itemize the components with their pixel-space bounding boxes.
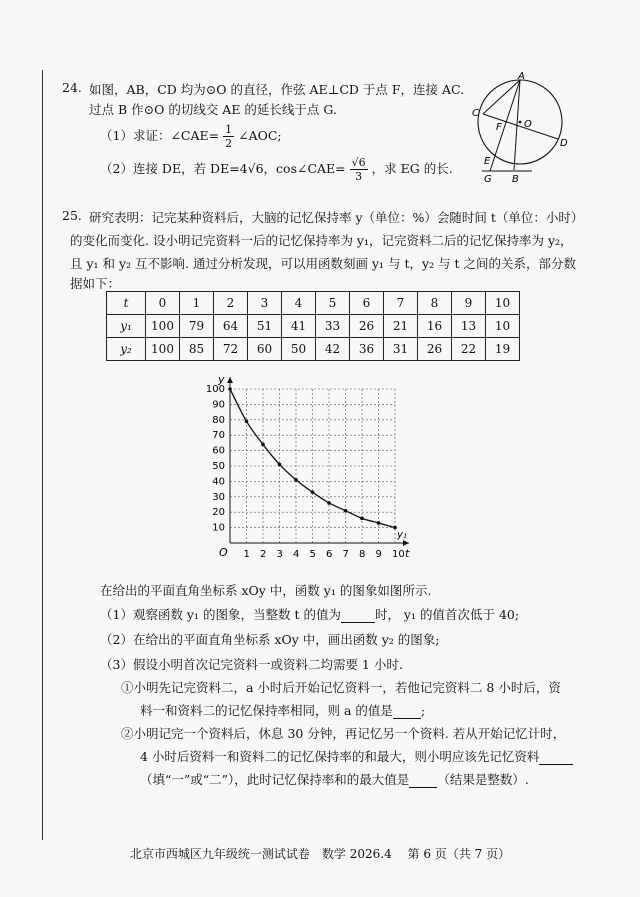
q24-part2-mid: ，cos∠CAE= — [263, 161, 346, 176]
data-point-y1 — [294, 478, 298, 482]
axes — [227, 377, 409, 546]
table-cell: 72 — [214, 338, 248, 361]
q24-part2-suffix: ，求 EG 的长. — [371, 161, 453, 176]
q25-number: 25. — [62, 208, 82, 223]
q25-part3-1a: ①小明先记完资料二，a 小时后开始记忆资料一，若他记完资料二 8 小时后，资 — [121, 680, 561, 695]
x-tick-label: 4 — [293, 549, 300, 560]
diameter-cd — [483, 114, 558, 139]
after-graph-text: 在给出的平面直角坐标系 xOy 中，函数 y₁ 的图象如图所示. — [100, 583, 432, 598]
table-cell: 100 — [146, 315, 180, 338]
data-table — [106, 291, 520, 361]
table-cell: 21 — [384, 315, 418, 338]
data-point-y1 — [278, 463, 282, 467]
y-tick-label: 70 — [212, 430, 225, 442]
table-cell: 42 — [316, 338, 350, 361]
q25-intro-3: 且 y₁ 和 y₂ 互不影响. 通过分析发现，可以用函数刻画 y₁ 与 t，y₂ 与 t 之间的关系，部分数 — [70, 256, 577, 271]
x-tick-label: 7 — [342, 549, 349, 560]
q24-number: 24. — [62, 80, 82, 95]
data-point-y1 — [228, 387, 232, 391]
page-footer: 北京市西城区九年级统一测试试卷 数学 2026.4 第 6 页（共 7 页） — [129, 847, 511, 861]
q25-part3-2d: （结果是整数）. — [437, 772, 529, 787]
y-tick-label: 60 — [212, 445, 225, 457]
q25-part1 — [100, 605, 519, 623]
q24-part2-frac-den: 3 — [355, 170, 363, 183]
x-tick-label: 9 — [375, 549, 382, 560]
table-row-t — [107, 292, 520, 315]
table-cell: 41 — [282, 315, 316, 338]
data-point-y1 — [261, 443, 265, 447]
answer-blank-3[interactable] — [539, 749, 573, 765]
q24-part2-sqrt: √6 — [247, 161, 264, 176]
q25-part3-1b-text: 料一和资料二的记忆保持率相同，则 a 的值是 — [140, 703, 393, 718]
x-axis-arrow — [403, 540, 409, 546]
table-cell: 79 — [180, 315, 214, 338]
table-cell: t — [107, 292, 146, 315]
table-cell: 1 — [180, 292, 214, 315]
label-f: F — [496, 122, 502, 133]
q25-part3-2b — [140, 747, 573, 765]
table-cell: 2 — [214, 292, 248, 315]
table-cell: 4 — [282, 292, 316, 315]
q24-part2-prefix: （2）连接 DE，若 DE=4 — [100, 161, 248, 176]
q24-part1-prefix: （1）求证：∠CAE= — [100, 128, 220, 143]
tick-labels — [206, 384, 405, 560]
data-point-y1 — [377, 521, 381, 525]
q24-part1-frac-num: 1 — [225, 123, 233, 136]
table-cell: 50 — [282, 338, 316, 361]
q24-circle-figure — [462, 72, 582, 184]
table-cell: 51 — [248, 315, 282, 338]
label-b: B — [512, 174, 519, 184]
q25-part2: （2）在给出的平面直角坐标系 xOy 中，画出函数 y₂ 的图象; — [100, 632, 440, 647]
x-tick-label: 1 — [243, 549, 250, 560]
q24-part1-frac-den: 2 — [225, 137, 233, 150]
q24-line2: 过点 B 作⊙O 的切线交 AE 的延长线于点 G. — [89, 102, 337, 117]
y-tick-label: 40 — [212, 476, 225, 488]
table-cell: 26 — [418, 338, 452, 361]
x-tick-label: 8 — [359, 549, 366, 560]
data-point-y1 — [344, 509, 348, 513]
y-tick-label: 90 — [212, 399, 225, 411]
q25-part3-2c-text: （填“一”或“二”），此时记忆保持率和的最大值是 — [140, 772, 410, 787]
data-point-y1 — [327, 501, 331, 505]
table-cell: 5 — [316, 292, 350, 315]
x-tick-label: 10 — [392, 549, 405, 560]
data-point-y1 — [245, 420, 249, 424]
q25-part3-2c — [140, 770, 529, 788]
table-row-y1 — [107, 315, 520, 338]
label-d: D — [560, 138, 568, 149]
q25-part3-1b — [140, 701, 425, 719]
table-cell: 60 — [248, 338, 282, 361]
q24-part1-suffix: ∠AOC; — [238, 128, 282, 143]
y-tick-label: 30 — [212, 491, 225, 503]
table-cell: 22 — [452, 338, 486, 361]
q24-part1 — [100, 123, 282, 150]
y-tick-label: 100 — [205, 384, 225, 395]
y-tick-label: 80 — [212, 414, 225, 426]
grid-lines — [230, 389, 395, 543]
table-cell: 3 — [248, 292, 282, 315]
q24-part2-fraction — [350, 156, 368, 183]
table-cell: y₁ — [107, 315, 146, 338]
data-point-y1 — [360, 517, 364, 521]
q25-part1-a: （1）观察函数 y₁ 的图象，当整数 t 的值为 — [100, 607, 341, 622]
label-c: C — [472, 108, 479, 119]
table-cell: 6 — [350, 292, 384, 315]
y-tick-label: 20 — [212, 507, 225, 519]
table-cell: 9 — [452, 292, 486, 315]
table-cell: 8 — [418, 292, 452, 315]
answer-blank-1[interactable] — [341, 607, 375, 623]
q24-line1: 如图，AB，CD 均为⊙O 的直径，作弦 AE⊥CD 于点 F，连接 AC. — [89, 82, 465, 97]
center-dot — [519, 121, 522, 124]
x-axis-label: t — [405, 547, 410, 560]
table-cell: 10 — [486, 315, 520, 338]
table-cell: 31 — [384, 338, 418, 361]
table-cell: 16 — [418, 315, 452, 338]
table-cell: 26 — [350, 315, 384, 338]
function-graph — [198, 375, 438, 575]
table-cell: 19 — [486, 338, 520, 361]
q25-part3-2b-text: 4 小时后资料一和资料二的记忆保持率的和最大，则小明应该先记忆资料 — [140, 749, 540, 764]
x-tick-label: 5 — [309, 549, 316, 560]
table-cell: 0 — [146, 292, 180, 315]
q25-intro-2: 的变化而变化. 设小明记完资料一后的记忆保持率为 y₁，记完资料二后的记忆保持率为 y₂， — [70, 233, 573, 248]
q25-part1-b: 时， y₁ 的值首次低于 40; — [374, 607, 520, 622]
table-cell: 10 — [486, 292, 520, 315]
q25-intro-1: 研究表明：记完某种资料后，大脑的记忆保持率 y（单位：%）会随时间 t（单位：小时） — [89, 210, 584, 225]
table-cell: 64 — [214, 315, 248, 338]
answer-blank-4[interactable] — [409, 772, 437, 788]
data-point-y1 — [311, 490, 315, 494]
q25-part3: （3）假设小明首次记完资料一或资料二均需要 1 小时. — [100, 657, 403, 672]
x-tick-label: 6 — [326, 549, 333, 560]
q24-part2-frac-num: √6 — [351, 156, 366, 169]
table-cell: 36 — [350, 338, 384, 361]
table-row-y2 — [107, 338, 520, 361]
series-label-y1: y₁ — [397, 529, 407, 541]
table-cell: y₂ — [107, 338, 146, 361]
label-a: A — [518, 72, 525, 82]
x-tick-label: 3 — [276, 549, 283, 560]
table-cell: 7 — [384, 292, 418, 315]
table-cell: 33 — [316, 315, 350, 338]
y-axis-arrow — [227, 377, 233, 383]
q24-part2 — [100, 156, 453, 183]
y-axis-label: y — [218, 375, 225, 386]
table-cell: 13 — [452, 315, 486, 338]
q25-intro-4: 据如下： — [70, 276, 121, 291]
origin-label: O — [219, 546, 228, 559]
y-tick-label: 50 — [212, 461, 225, 472]
margin-line — [42, 70, 43, 840]
q25-part3-1c: ; — [420, 703, 426, 718]
x-tick-label: 2 — [260, 549, 267, 560]
label-e: E — [484, 156, 491, 167]
q24-part1-fraction — [223, 123, 234, 150]
table-cell: 100 — [146, 338, 180, 361]
label-o: O — [524, 119, 532, 130]
answer-blank-2[interactable] — [393, 703, 421, 719]
label-g: G — [484, 174, 492, 184]
q25-part3-2a: ②小明记完一个资料后，休息 30 分钟，再记忆另一个资料. 若从开始记忆计时， — [121, 726, 566, 741]
table-cell: 85 — [180, 338, 214, 361]
y-tick-label: 10 — [212, 522, 225, 534]
